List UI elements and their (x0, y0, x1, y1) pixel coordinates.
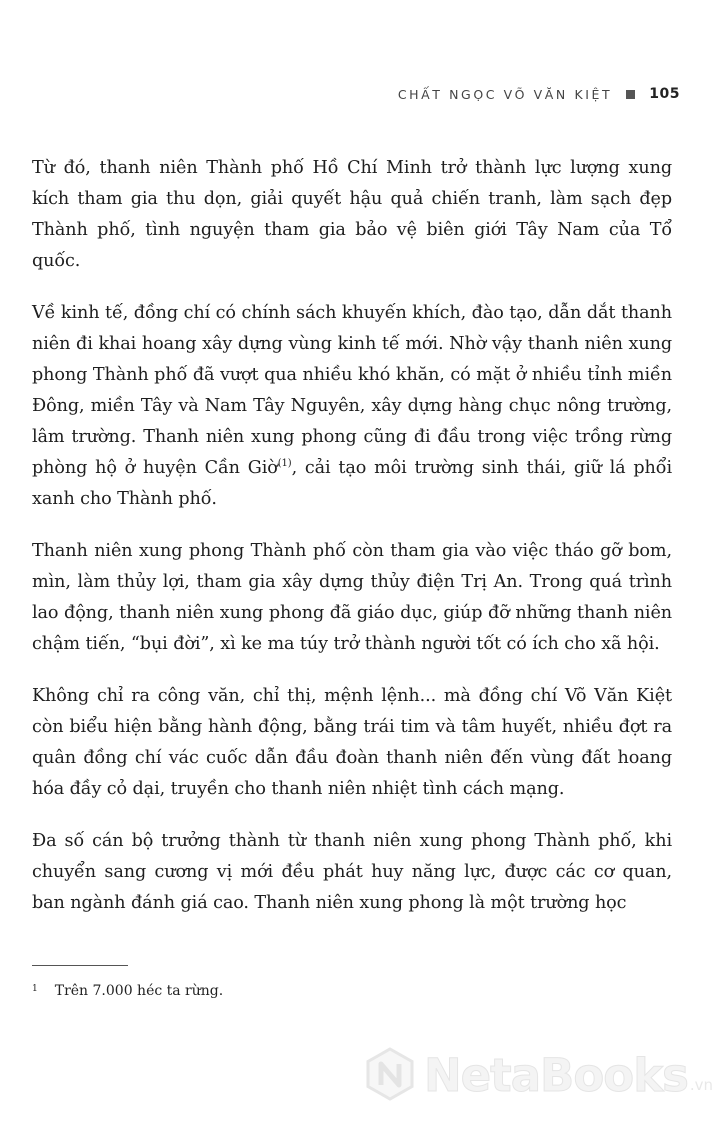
netabooks-logo-icon (362, 1046, 418, 1102)
paragraph: Đa số cán bộ trưởng thành từ thanh niên xung phong Thành phố, khi chuyển sang cương vị mới đều phát huy năng lực, được các cơ quan, ban ngành đánh giá cao. Thanh niên xung phong là một trường học (32, 831, 672, 913)
body-text (32, 153, 672, 940)
paragraph: Từ đó, thanh niên Thành phố Hồ Chí Minh trở thành lực lượng xung kích tham gia thu dọn, giải quyết hậu quả chiến tranh, làm sạch đẹp Thành phố, tình nguyện tham gia bảo vệ biên giới Tây Nam của Tổ quốc. (32, 158, 672, 271)
watermark (362, 1046, 713, 1102)
square-ornament-icon (626, 90, 635, 99)
paragraph-with-footnote (32, 298, 672, 515)
footnote-divider (32, 965, 128, 966)
running-title: CHẤT NGỌC VÕ VĂN KIỆT (397, 86, 613, 102)
watermark-domain: .vn (689, 1076, 713, 1094)
paragraph-text: , cải tạo môi trường sinh thái, giữ lá phổi xanh cho Thành phố. (32, 458, 672, 509)
page-number: 105 (649, 86, 680, 102)
footnote-marker: 1 (32, 984, 38, 994)
running-header (398, 86, 680, 102)
paragraph: Không chỉ ra công văn, chỉ thị, mệnh lệnh... mà đồng chí Võ Văn Kiệt còn biểu hiện bằng hành động, bằng trái tim và tâm huyết, nhiều đợt ra quân đồng chí vác cuốc dẫn đầu đoàn thanh niên đến vùng đất hoang hóa đầy cỏ dại, truyền cho thanh niên nhiệt tình cách mạng. (32, 686, 672, 799)
footnote (32, 983, 223, 999)
paragraph-text: Về kinh tế, đồng chí có chính sách khuyến khích, đào tạo, dẫn dắt thanh niên đi khai hoang xây dựng vùng kinh tế mới. Nhờ vậy thanh niên xung phong Thành phố đã vượt qua nhiều khó khăn, có mặt ở nhiều tỉnh miền Đông, miền Tây và Nam Tây Nguyên, xây dựng hàng chục nông trường, lâm trường. Thanh niên xung phong cũng đi đầu trong việc trồng rừng phòng hộ ở huyện Cần Giờ (32, 303, 672, 478)
paragraph: Thanh niên xung phong Thành phố còn tham gia vào việc tháo gỡ bom, mìn, làm thủy lợi, tham gia xây dựng thủy điện Trị An. Trong quá trình lao động, thanh niên xung phong đã giáo dục, giúp đỡ những thanh niên chậm tiến, “bụi đời”, xì ke ma túy trở thành người tốt có ích cho xã hội. (32, 541, 672, 654)
footnote-reference[interactable]: (1) (277, 458, 292, 470)
watermark-brand: NetaBooks (424, 1049, 688, 1102)
footnote-text: Trên 7.000 héc ta rừng. (54, 983, 224, 999)
